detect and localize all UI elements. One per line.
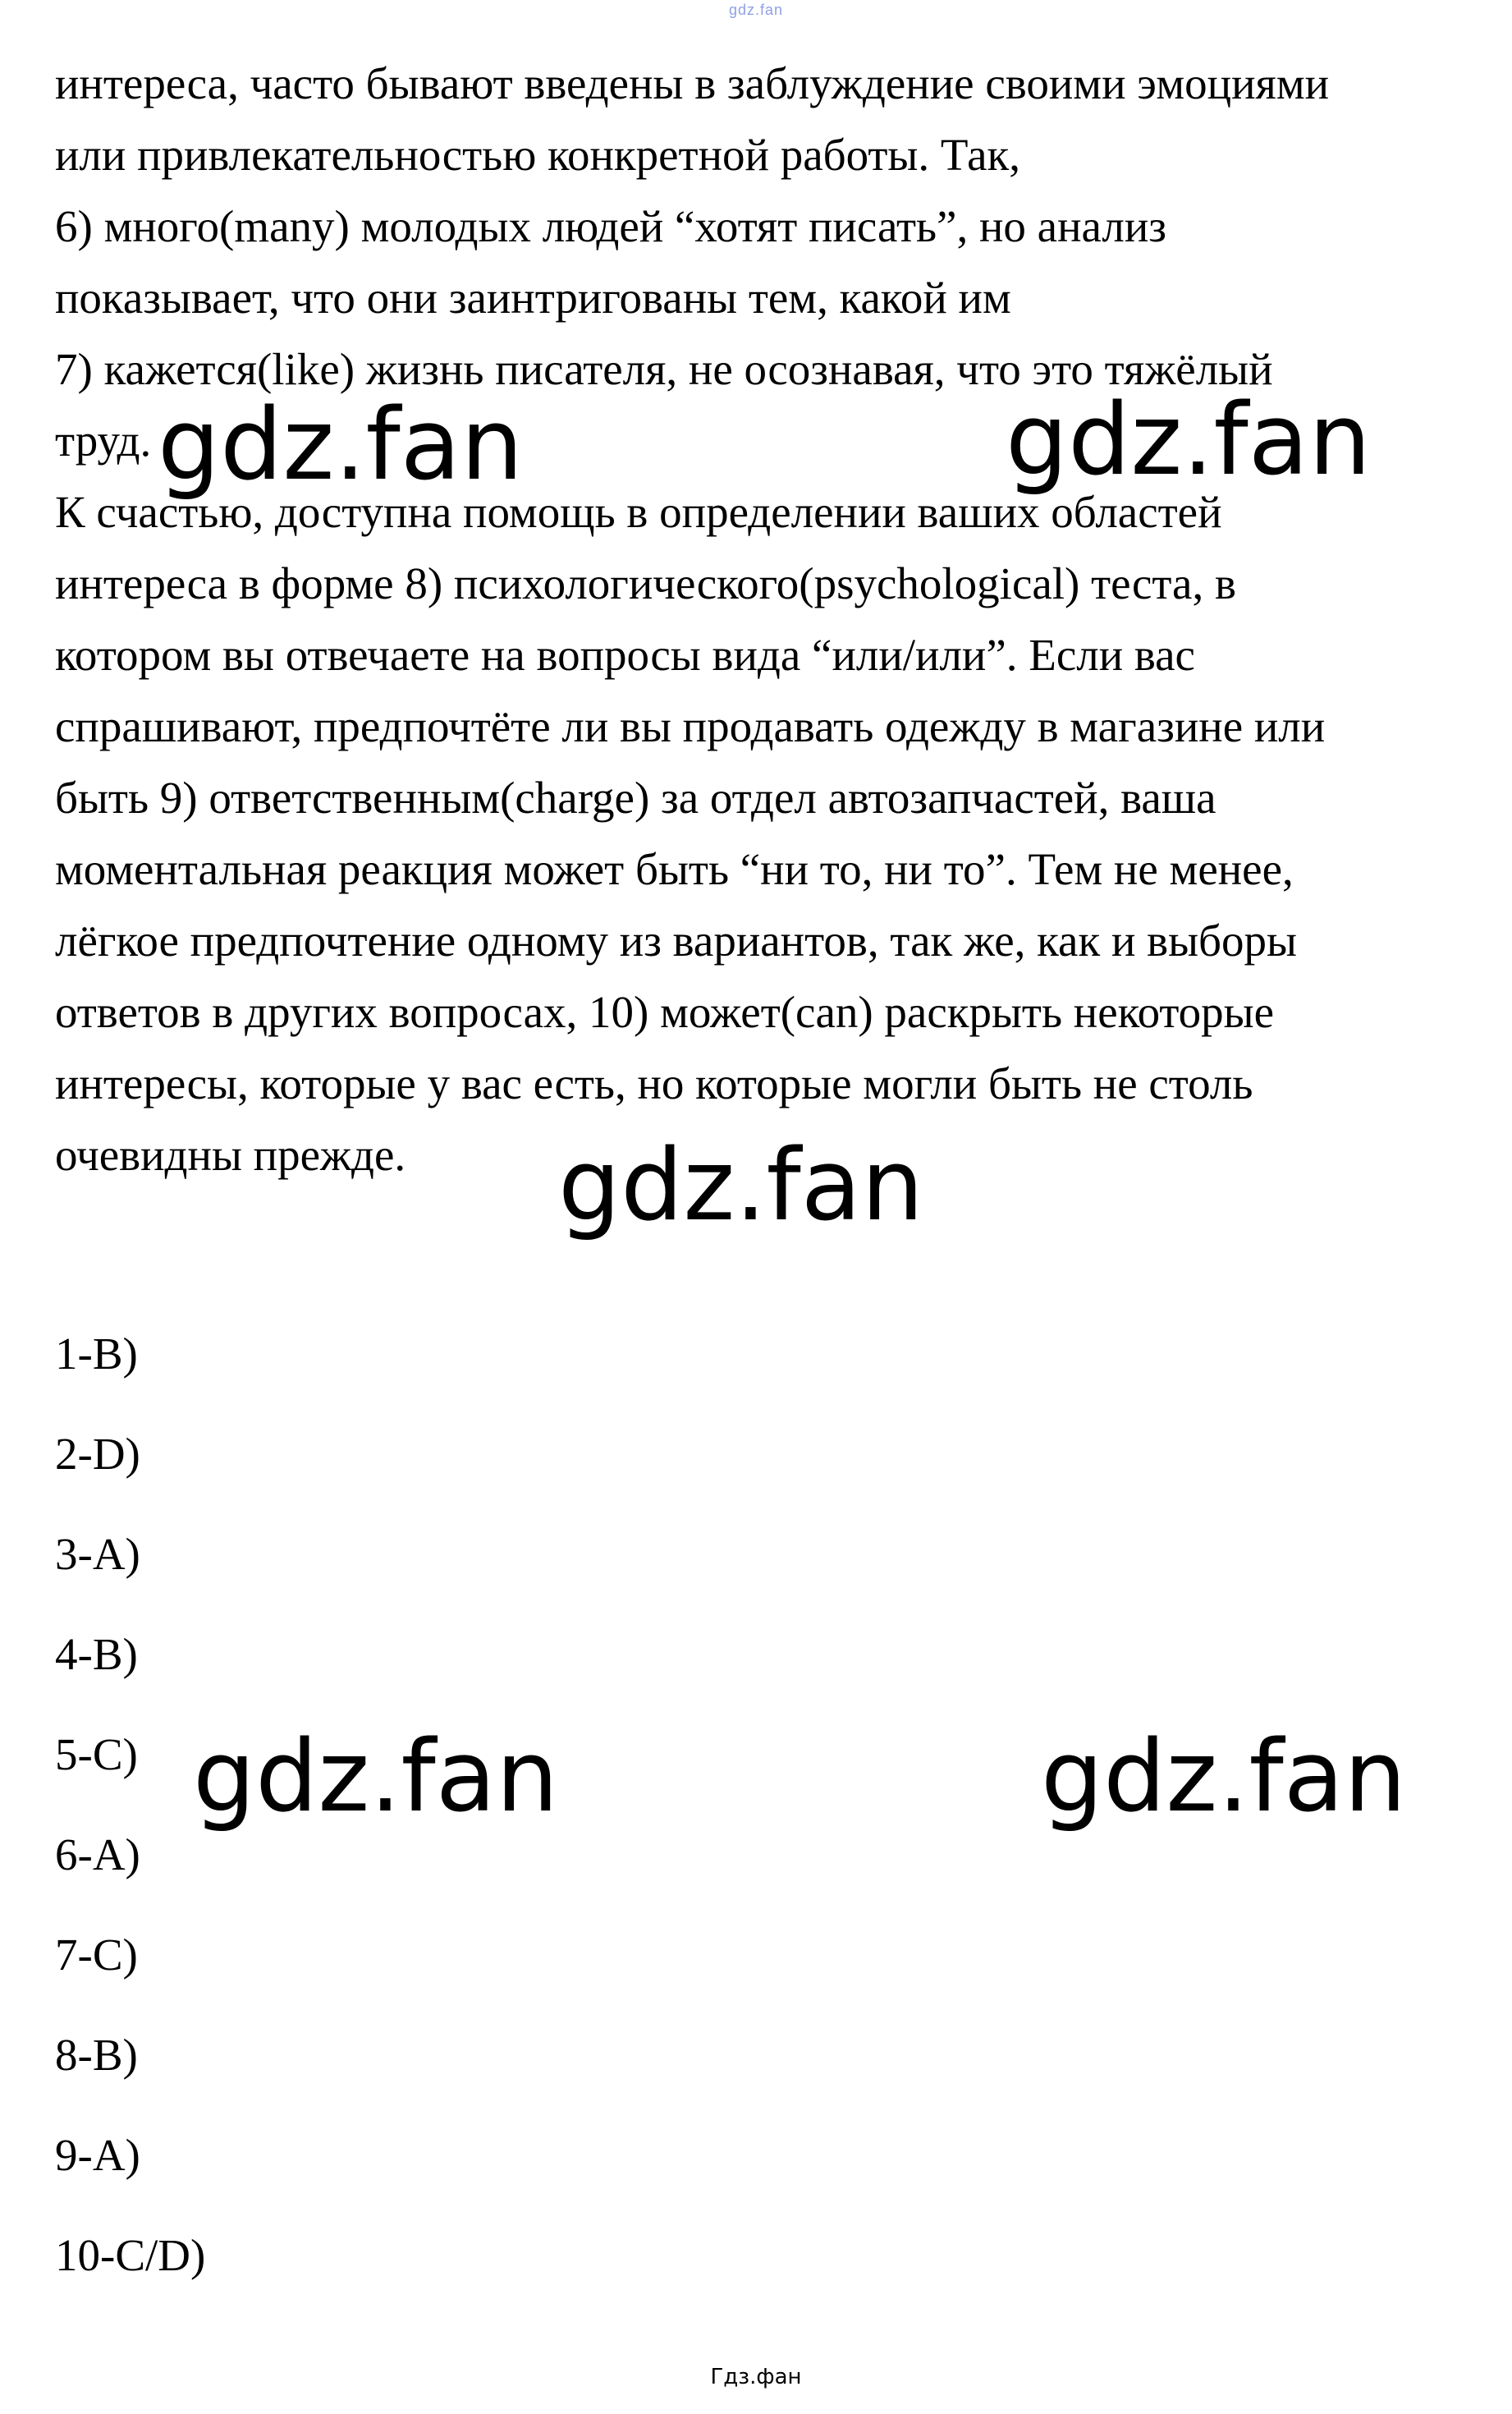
answer-item: 10-C/D) [55, 2230, 206, 2280]
paragraph-line: очевидны прежде. [55, 1130, 406, 1180]
answer-item: 2-D) [55, 1429, 140, 1479]
answer-item: 7-C) [55, 1930, 138, 1980]
paragraph-line: 6) много(many) молодых людей “хотят писать”, но анализ [55, 201, 1166, 251]
paragraph-line: К счастью, доступна помощь в определении ваших областей [55, 487, 1222, 537]
paragraph-line: или привлекательностью конкретной работы. Так, [55, 130, 1020, 180]
paragraph-line: интереса, часто бывают введены в заблуждение своими эмоциями [55, 58, 1330, 108]
answer-item: 5-C) [55, 1729, 138, 1779]
answer-item: 8-B) [55, 2030, 138, 2080]
answer-item: 6-A) [55, 1829, 140, 1879]
watermark: gdz.fan [1006, 383, 1372, 498]
paragraph-line: быть 9) ответственным(charge) за отдел автозапчастей, ваша [55, 773, 1216, 823]
paragraph-line: моментальная реакция может быть “ни то, ни то”. Тем не менее, [55, 844, 1294, 894]
paragraph-line: спрашивают, предпочтёте ли вы продавать одежду в магазине или [55, 701, 1326, 751]
answer-item: 9-A) [55, 2130, 140, 2180]
paragraph-line: ответов в других вопросах, 10) может(can) раскрыть некоторые [55, 987, 1275, 1037]
answer-item: 3-A) [55, 1529, 140, 1579]
paragraph-line: интереса в форме 8) психологического(psychological) теста, в [55, 558, 1236, 608]
paragraph-line: 7) кажется(like) жизнь писателя, не осознавая, что это тяжёлый [55, 344, 1273, 394]
watermark: gdz.fan [1041, 1720, 1407, 1834]
watermark: gdz.fan [158, 388, 524, 503]
paragraph-line: труд. [55, 415, 152, 466]
page-footer: Гдз.фан [710, 2365, 802, 2389]
paragraph-line: показывает, что они заинтригованы тем, какой им [55, 273, 1011, 323]
watermark: gdz.fan [193, 1720, 559, 1834]
site-mark: gdz.fan [728, 2, 784, 18]
watermark: gdz.fan [558, 1129, 924, 1243]
answer-item: 4-B) [55, 1629, 138, 1679]
answer-item: 1-B) [55, 1329, 138, 1379]
paragraph-line: котором вы отвечаете на вопросы вида “или/или”. Если вас [55, 630, 1195, 680]
paragraph-line: интересы, которые у вас есть, но которые могли быть не столь [55, 1058, 1253, 1108]
paragraph-line: лёгкое предпочтение одному из вариантов, так же, как и выборы [55, 916, 1297, 966]
